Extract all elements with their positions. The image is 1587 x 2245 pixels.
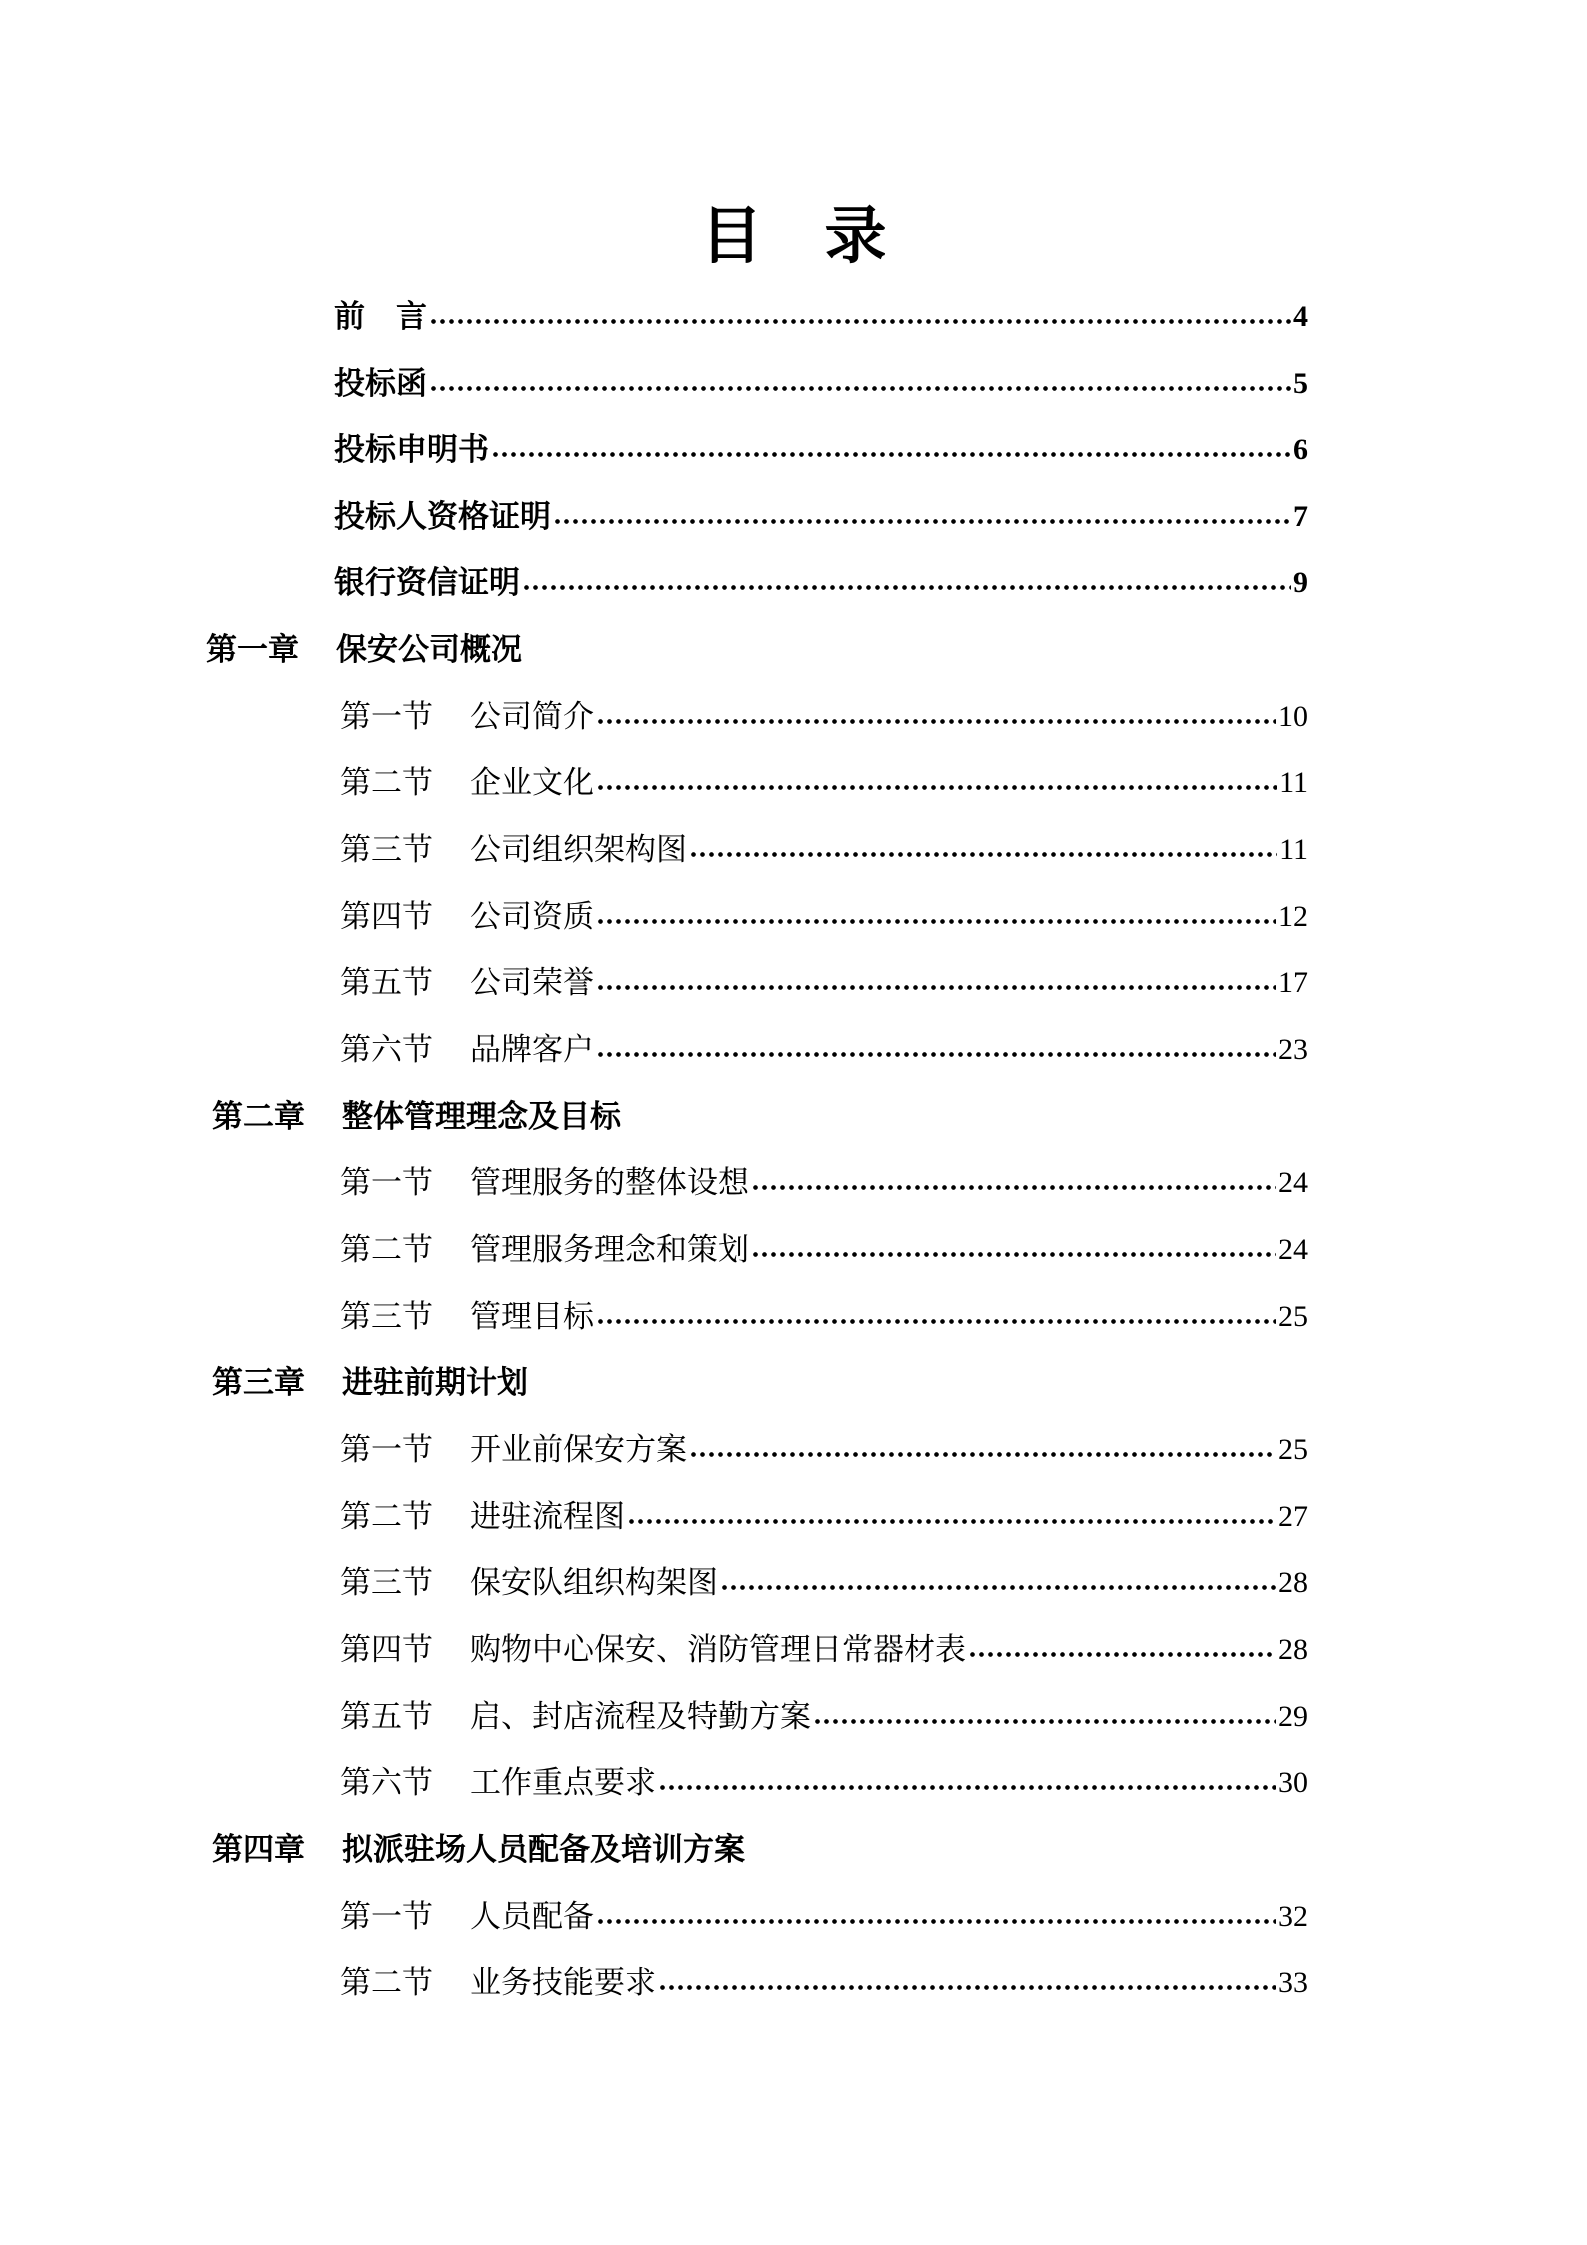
toc-section[interactable] [340, 1161, 1308, 1205]
toc-section-title: 公司简介 [470, 695, 594, 739]
toc-section-number: 第三节 [340, 832, 433, 868]
toc-front-item-page: 5 [1293, 367, 1308, 400]
toc-chapter-number: 第四章 [212, 1832, 305, 1868]
toc-section[interactable] [340, 1895, 1308, 1939]
dot-leader [596, 1295, 1276, 1339]
toc-section-entry [470, 895, 1308, 939]
dot-leader [658, 1761, 1276, 1805]
toc-front-item-page: 7 [1293, 500, 1308, 533]
toc-section-title: 公司组织架构图 [470, 828, 687, 872]
toc-front-item-entry [334, 561, 1308, 605]
toc-section-title: 进驻流程图 [470, 1495, 625, 1539]
dot-leader [627, 1495, 1276, 1539]
toc-section-title: 人员配备 [470, 1895, 594, 1939]
toc-front-item[interactable] [334, 362, 1308, 406]
dot-leader [429, 295, 1291, 339]
toc-section-number: 第三节 [340, 1565, 433, 1601]
toc-section-page: 17 [1278, 966, 1308, 999]
toc-chapter-title: 拟派驻场人员配备及培训方案 [342, 1832, 745, 1868]
toc-chapter[interactable] [206, 628, 1006, 672]
toc-section-entry [470, 1495, 1308, 1539]
toc-section-entry [470, 1028, 1308, 1072]
toc-section-page: 11 [1279, 833, 1308, 866]
toc-chapter[interactable] [212, 1828, 1012, 1872]
toc-section-page: 25 [1278, 1300, 1308, 1333]
toc-section[interactable] [340, 695, 1308, 739]
toc-section-number: 第四节 [340, 899, 433, 935]
dot-leader [596, 961, 1276, 1005]
toc-section-title: 购物中心保安、消防管理日常器材表 [470, 1628, 966, 1672]
toc-section-page: 28 [1278, 1566, 1308, 1599]
toc-chapter-title: 保安公司概况 [336, 632, 522, 668]
toc-section[interactable] [340, 1561, 1308, 1605]
toc-section[interactable] [340, 1428, 1308, 1472]
toc-section[interactable] [340, 961, 1308, 1005]
toc-section-page: 32 [1278, 1900, 1308, 1933]
toc-section-title: 管理服务的整体设想 [470, 1161, 749, 1205]
toc-front-item[interactable] [334, 428, 1308, 472]
toc-section-page: 10 [1278, 700, 1308, 733]
toc-section-number: 第四节 [340, 1632, 433, 1668]
toc-section-entry [470, 1628, 1308, 1672]
dot-leader [968, 1628, 1276, 1672]
toc-chapter-title: 进驻前期计划 [342, 1365, 528, 1401]
toc-front-item-page: 9 [1293, 566, 1308, 599]
toc-section-title: 管理目标 [470, 1295, 594, 1339]
toc-section-page: 30 [1278, 1766, 1308, 1799]
toc-section-title: 公司荣誉 [470, 961, 594, 1005]
toc-section-title: 工作重点要求 [470, 1761, 656, 1805]
toc-chapter-number: 第二章 [212, 1099, 305, 1135]
toc-section[interactable] [340, 1761, 1308, 1805]
toc-front-item-page: 6 [1293, 433, 1308, 466]
dot-leader [751, 1228, 1276, 1272]
toc-chapter[interactable] [212, 1095, 1012, 1139]
toc-section-page: 25 [1278, 1433, 1308, 1466]
toc-section-page: 27 [1278, 1500, 1308, 1533]
toc-front-item[interactable] [334, 295, 1308, 339]
toc-section-entry [470, 1295, 1308, 1339]
toc-chapter[interactable] [212, 1361, 1012, 1405]
dot-leader [596, 761, 1277, 805]
dot-leader [689, 1428, 1276, 1472]
toc-front-item[interactable] [334, 495, 1308, 539]
toc-section-entry [470, 961, 1308, 1005]
toc-section-page: 29 [1278, 1700, 1308, 1733]
toc-section-number: 第六节 [340, 1765, 433, 1801]
toc-section[interactable] [340, 1961, 1308, 2005]
dot-leader [813, 1695, 1276, 1739]
toc-front-item-entry [334, 362, 1308, 406]
toc-section-entry [470, 1695, 1308, 1739]
dot-leader [689, 828, 1277, 872]
toc-chapter-number: 第三章 [212, 1365, 305, 1401]
toc-front-item[interactable] [334, 561, 1308, 605]
toc-section-entry [470, 695, 1308, 739]
toc-front-item-label: 银行资信证明 [334, 561, 520, 605]
toc-section[interactable] [340, 828, 1308, 872]
toc-section-entry [470, 1161, 1308, 1205]
toc-section-page: 24 [1278, 1233, 1308, 1266]
toc-section[interactable] [340, 1228, 1308, 1272]
toc-section-page: 28 [1278, 1633, 1308, 1666]
toc-front-item-label: 前 言 [334, 295, 427, 339]
toc-section[interactable] [340, 1495, 1308, 1539]
toc-section[interactable] [340, 895, 1308, 939]
dot-leader [596, 1028, 1276, 1072]
toc-section-entry [470, 1961, 1308, 2005]
toc-section-number: 第二节 [340, 1499, 433, 1535]
toc-front-item-page: 4 [1293, 300, 1308, 333]
toc-section-title: 企业文化 [470, 761, 594, 805]
toc-section[interactable] [340, 1695, 1308, 1739]
toc-section-number: 第三节 [340, 1299, 433, 1335]
dot-leader [553, 495, 1291, 539]
toc-section-page: 33 [1278, 1966, 1308, 1999]
toc-front-item-entry [334, 295, 1308, 339]
toc-section-number: 第五节 [340, 965, 433, 1001]
toc-section[interactable] [340, 1628, 1308, 1672]
toc-title: 目 录 [700, 199, 887, 272]
dot-leader [751, 1161, 1276, 1205]
toc-section-entry [470, 1228, 1308, 1272]
toc-section-title: 品牌客户 [470, 1028, 594, 1072]
toc-section-number: 第一节 [340, 699, 433, 735]
toc-section-page: 24 [1278, 1166, 1308, 1199]
dot-leader [596, 1895, 1276, 1939]
dot-leader [429, 362, 1291, 406]
toc-front-item-label: 投标申明书 [334, 428, 489, 472]
toc-section-page: 12 [1278, 900, 1308, 933]
toc-section-entry [470, 1895, 1308, 1939]
toc-section[interactable] [340, 761, 1308, 805]
toc-section-number: 第一节 [340, 1165, 433, 1201]
toc-section[interactable] [340, 1028, 1308, 1072]
toc-chapter-title: 整体管理理念及目标 [342, 1099, 621, 1135]
toc-section-entry [470, 1561, 1308, 1605]
toc-section-number: 第六节 [340, 1032, 433, 1068]
toc-section-number: 第五节 [340, 1699, 433, 1735]
toc-section-title: 公司资质 [470, 895, 594, 939]
dot-leader [596, 895, 1276, 939]
toc-section-number: 第二节 [340, 1965, 433, 2001]
toc-front-item-label: 投标函 [334, 362, 427, 406]
toc-section-entry [470, 761, 1308, 805]
toc-section-title: 开业前保安方案 [470, 1428, 687, 1472]
toc-front-item-entry [334, 428, 1308, 472]
toc-section-title: 保安队组织构架图 [470, 1561, 718, 1605]
dot-leader [522, 561, 1291, 605]
toc-front-item-entry [334, 495, 1308, 539]
toc-section-entry [470, 828, 1308, 872]
toc-section-page: 11 [1279, 766, 1308, 799]
toc-section-number: 第一节 [340, 1899, 433, 1935]
toc-section-title: 业务技能要求 [470, 1961, 656, 2005]
toc-chapter-number: 第一章 [206, 632, 299, 668]
toc-section-title: 启、封店流程及特勤方案 [470, 1695, 811, 1739]
toc-section-number: 第一节 [340, 1432, 433, 1468]
toc-section-number: 第二节 [340, 765, 433, 801]
toc-section-number: 第二节 [340, 1232, 433, 1268]
toc-section-entry [470, 1428, 1308, 1472]
toc-front-item-label: 投标人资格证明 [334, 495, 551, 539]
toc-section[interactable] [340, 1295, 1308, 1339]
dot-leader [658, 1961, 1276, 2005]
toc-section-entry [470, 1761, 1308, 1805]
dot-leader [491, 428, 1291, 472]
dot-leader [596, 695, 1276, 739]
toc-section-page: 23 [1278, 1033, 1308, 1066]
dot-leader [720, 1561, 1276, 1605]
toc-section-title: 管理服务理念和策划 [470, 1228, 749, 1272]
